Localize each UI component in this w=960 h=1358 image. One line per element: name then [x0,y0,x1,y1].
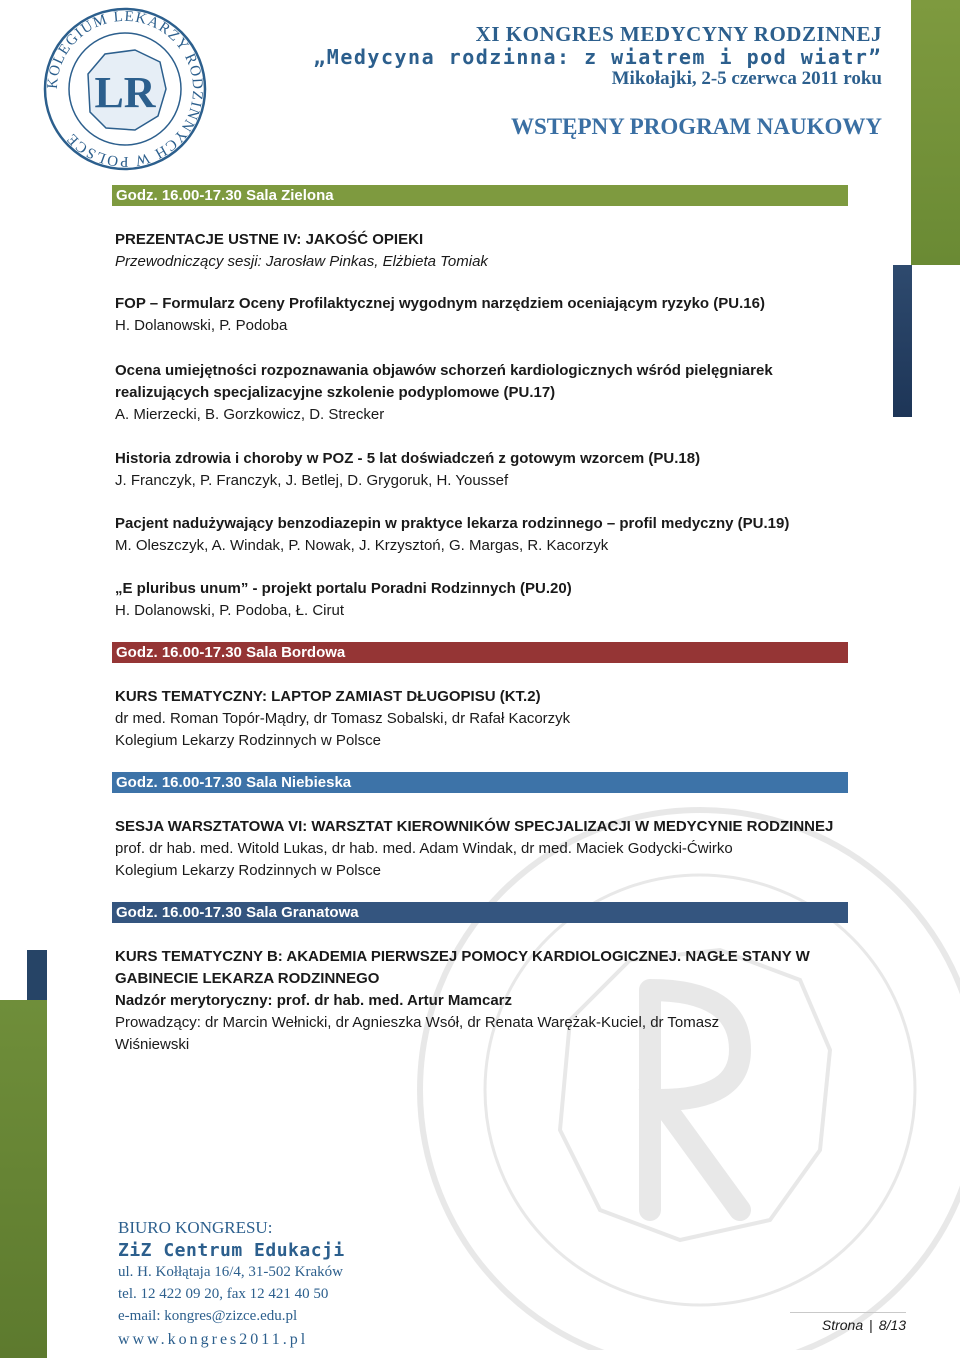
presentation-title: „E pluribus unum” - projekt portalu Poradni Rodzinnych (PU.20) [115,580,572,597]
office-company: ZiZ Centrum Edukacji [118,1240,345,1261]
presentation-title: Ocena umiejętności rozpoznawania objawów schorzeń kardiologicznych wśród pielęgniarek [115,362,773,379]
session-supervision: Nadzór merytoryczny: prof. dr hab. med. Artur Mamcarz [115,992,513,1009]
session-leaders-cont: Wiśniewski [115,1036,190,1053]
decor-bar-right-navy [893,265,912,417]
session-organization: Kolegium Lekarzy Rodzinnych w Polsce [115,862,381,879]
presentation-title: Pacjent nadużywający benzodiazepin w praktyce lekarza rodzinnego – profil medyczny (PU.19) [115,515,790,532]
logo-monogram: LR [94,68,156,117]
session-title: PREZENTACJE USTNE IV: JAKOŚĆ OPIEKI [115,231,424,248]
presentation-authors: H. Dolanowski, P. Podoba, Ł. Cirut [115,602,345,619]
decor-bar-right-green [911,0,960,265]
presentation-title: FOP – Formularz Oceny Profilaktycznej wygodnym narzędziem oceniającym ryzyko (PU.16) [115,295,765,312]
session-bar-granatowa [112,902,848,923]
session-chairs: Przewodniczący sesji: Jarosław Pinkas, Elżbieta Tomiak [115,253,488,270]
session-bar-niebieska [112,772,848,793]
program-title: WSTĘPNY PROGRAM NAUKOWY [511,114,882,139]
logo-circle-text: KOLEGIUM LEKARZY RODZINNYCH W POLSCE [44,8,206,170]
session-title: SESJA WARSZTATOWA VI: WARSZTAT KIEROWNIKÓW SPECJALIZACJI W MEDYCYNIE RODZINNEJ [115,818,834,835]
session-title: KURS TEMATYCZNY: LAPTOP ZAMIAST DŁUGOPISU (KT.2) [115,688,541,705]
decor-bar-left-green [0,1000,47,1358]
presentation-authors: H. Dolanowski, P. Podoba [115,317,288,334]
page-number: Strona | 8/13 [790,1312,906,1333]
session-time: Godz. 16.00-17.30 Sala Zielona [116,187,334,204]
office-phone: tel. 12 422 09 20, fax 12 421 40 50 [118,1286,329,1302]
presentation-title-cont: realizujących specjalizacyjne szkolenie podyplomowe (PU.17) [115,384,556,401]
office-website[interactable]: www.kongres2011.pl [118,1331,309,1348]
page-label: Strona [821,1317,864,1333]
session-bar-zielona [112,185,848,206]
session-bar-bordowa [112,642,848,663]
kolegium-logo [40,4,210,174]
session-leaders: Prowadzący: dr Marcin Wełnicki, dr Agnieszka Wsół, dr Renata Warężak-Kuciel, dr Tomasz [115,1014,720,1031]
session-title: KURS TEMATYCZNY B: AKADEMIA PIERWSZEJ POMOCY KARDIOLOGICZNEJ. NAGŁE STANY W [115,948,810,965]
congress-place-date: Mikołajki, 2-5 czerwca 2011 roku [611,68,882,89]
session-time: Godz. 16.00-17.30 Sala Bordowa [116,644,346,661]
presentation-authors: J. Franczyk, P. Franczyk, J. Betlej, D. Grygoruk, H. Youssef [115,472,509,489]
presentation-authors: M. Oleszczyk, A. Windak, P. Nowak, J. Krzysztoń, G. Margas, R. Kacorzyk [115,537,609,554]
congress-motto: „Medycyna rodzinna: z wiatrem i pod wiatr” [313,45,882,69]
presentation-title: Historia zdrowia i choroby w POZ - 5 lat doświadczeń z gotowym wzorcem (PU.18) [115,450,701,467]
session-time: Godz. 16.00-17.30 Sala Granatowa [116,904,359,921]
office-label: BIURO KONGRESU: [118,1218,273,1237]
congress-title: XI KONGRES MEDYCYNY RODZINNEJ [475,22,882,46]
session-organization: Kolegium Lekarzy Rodzinnych w Polsce [115,732,381,749]
session-people: dr med. Roman Topór-Mądry, dr Tomasz Sobalski, dr Rafał Kacorzyk [115,710,571,727]
page-count: 8/13 [878,1317,906,1333]
session-time: Godz. 16.00-17.30 Sala Niebieska [116,774,352,791]
office-address: ul. H. Kołłątaja 16/4, 31-502 Kraków [118,1264,343,1280]
presentation-authors: A. Mierzecki, B. Gorzkowicz, D. Strecker [115,406,385,423]
session-people: prof. dr hab. med. Witold Lukas, dr hab. med. Adam Windak, dr med. Maciek Godycki-Ćwirko [115,840,733,857]
office-email[interactable]: e-mail: kongres@zizce.edu.pl [118,1308,298,1324]
watermark-logo [400,790,960,1350]
session-title-cont: GABINECIE LEKARZA RODZINNEGO [115,970,380,987]
